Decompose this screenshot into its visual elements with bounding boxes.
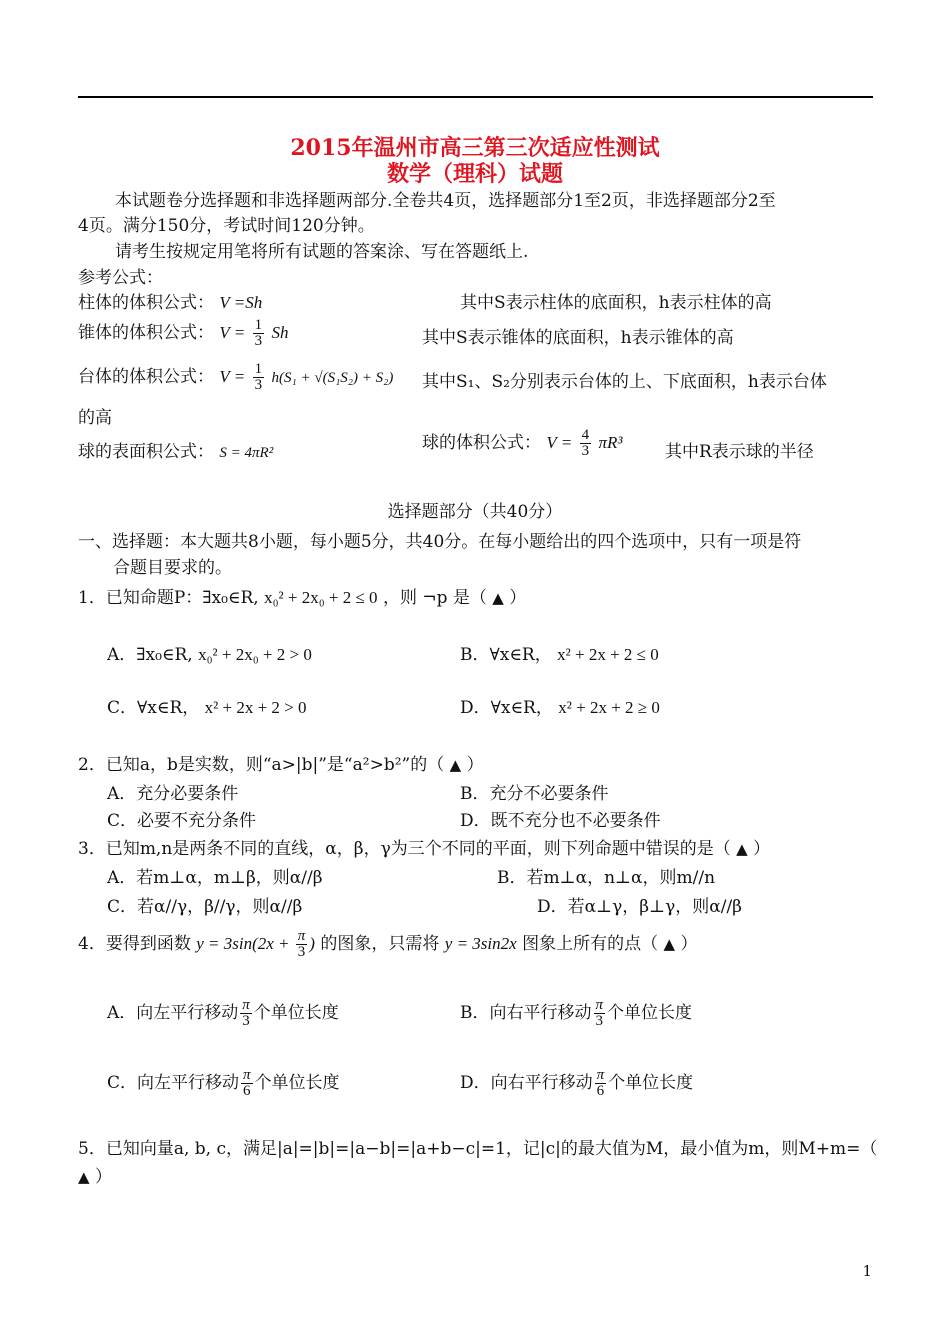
q4-a-pre: A．向左平行移动: [107, 1003, 239, 1023]
q2-close: ）: [466, 755, 484, 775]
frustum-note-2: 的高: [78, 408, 112, 428]
q4-fraction-den: 3: [297, 944, 306, 960]
q1-c-expr: x² + 2x + 2 > 0: [204, 698, 307, 717]
sphere-volume-label: 球的体积公式：: [422, 433, 541, 453]
q4-tail: 图象上所有的点（: [522, 934, 659, 954]
sphere-volume-v: V =: [546, 433, 573, 452]
sphere-note: 其中R表示球的半径: [665, 442, 814, 462]
q2-stem: [78, 750, 484, 775]
q4-fraction: [296, 929, 308, 960]
sphere-volume-row: [422, 428, 623, 459]
q1-tail: ，则 ¬p 是（: [382, 588, 487, 608]
q4-option-a: [107, 998, 339, 1029]
q3-option-b: B．若m⊥α，n⊥α，则m//n: [497, 868, 716, 888]
sphere-volume-tail: πR³: [598, 433, 623, 452]
q4-a-den: 3: [242, 1013, 250, 1029]
top-rule: [78, 96, 873, 98]
cone-den: 3: [254, 333, 263, 349]
q5-stem: 5．已知向量a, b, c，满足|a|=|b|=|a−b|=|a+b−c|=1，记|c|的最大值为M，最小值为m，则M+m=（: [78, 1139, 878, 1159]
q5-close: ）: [94, 1167, 112, 1187]
exam-subtitle: 数学（理科）试题: [386, 161, 563, 187]
sphere-area-label: 球的表面积公式：: [78, 442, 214, 462]
q4-answer-mark: ▲: [663, 935, 676, 953]
frustum-den: 3: [254, 377, 263, 393]
q4-option-d: [460, 1068, 693, 1099]
q4-function-1: y = 3sin(2x +: [196, 934, 294, 953]
q1-answer-mark: ▲: [492, 589, 504, 607]
cone-tail: Sh: [271, 323, 289, 342]
prism-formula: V =Sh: [219, 293, 263, 312]
sphere-volume-num: 4: [581, 427, 590, 443]
q4-mid: 的图象，只需将: [320, 934, 440, 954]
frustum-v: V =: [219, 367, 246, 386]
q1-option-a: [107, 640, 312, 665]
q1-b-expr: x² + 2x + 2 ≤ 0: [557, 645, 659, 664]
q1-c-label: C．∀x∈R，: [107, 698, 200, 718]
q2-option-a: A．充分必要条件: [107, 784, 239, 804]
page-number: 1: [862, 1262, 872, 1280]
intro-line-3: 请考生按规定用笔将所有试题的答案涂、写在答题纸上.: [115, 242, 529, 262]
q4-c-pre: C．向左平行移动: [107, 1073, 240, 1093]
q4-b-num: π: [595, 997, 604, 1013]
frustum-fraction: [253, 362, 265, 393]
q4-function-close: ): [309, 934, 315, 953]
cone-fraction: [253, 318, 265, 349]
q4-stem: [78, 929, 697, 960]
q2-answer-mark: ▲: [449, 756, 462, 774]
q1-option-b: [460, 640, 659, 665]
q5-answer-row: [78, 1162, 112, 1187]
q4-d-num: π: [596, 1067, 605, 1083]
q4-c-fraction: [241, 1068, 253, 1099]
q1-option-d: [460, 693, 660, 718]
frustum-num: 1: [254, 361, 263, 377]
frustum-note: 其中S₁、S₂分别表示台体的上、下底面积，h表示台体: [422, 372, 827, 392]
q4-b-den: 3: [595, 1013, 603, 1029]
q3-option-c: C．若α//γ，β//γ，则α//β: [107, 897, 303, 917]
q4-function-2: y = 3sin2x: [444, 934, 517, 953]
q3-option-d: D．若α⊥γ，β⊥γ，则α//β: [537, 897, 742, 917]
section-heading-2: 合题目要求的。: [113, 558, 232, 578]
frustum-formula-row: [78, 362, 393, 393]
q3-stem: [78, 834, 770, 859]
q1-expr: x₀² + 2x₀ + 2 ≤ 0: [264, 588, 378, 607]
prism-note: 其中S表示柱体的底面积，h表示柱体的高: [460, 293, 772, 313]
formula-heading: 参考公式：: [78, 268, 163, 288]
q1-b-label: B．∀x∈R，: [460, 645, 552, 665]
sphere-volume-fraction: [580, 428, 592, 459]
q4-c-num: π: [243, 1067, 251, 1083]
q2-option-c: C．必要不充分条件: [107, 811, 257, 831]
q3-option-a: A．若m⊥α，m⊥β，则α//β: [107, 868, 323, 888]
intro-line-1: 本试题卷分选择题和非选择题两部分.全卷共4页，选择题部分1至2页，非选择题部分2至: [115, 191, 776, 211]
exam-title: 2015年温州市高三第三次适应性测试: [290, 135, 660, 161]
q4-b-unit: 个单位长度: [607, 1003, 693, 1023]
q4-c-unit: 个单位长度: [254, 1073, 340, 1093]
intro-line-2: 4页。满分150分，考试时间120分钟。: [78, 216, 375, 236]
cone-num: 1: [254, 317, 263, 333]
q4-d-den: 6: [596, 1083, 605, 1099]
q1-a-expr: x₀² + 2x₀ + 2 > 0: [198, 645, 312, 664]
q4-a-unit: 个单位长度: [253, 1003, 339, 1023]
q4-a-num: π: [242, 997, 250, 1013]
q4-a-fraction: [240, 998, 252, 1029]
q1-stem: [78, 583, 526, 608]
q4-fraction-num: π: [297, 928, 306, 944]
q2-option-d: D．既不充分也不必要条件: [460, 811, 661, 831]
q3-answer-mark: ▲: [736, 840, 748, 858]
frustum-label: 台体的体积公式：: [78, 367, 214, 387]
q4-option-c: [107, 1068, 340, 1099]
q4-d-fraction: [595, 1068, 607, 1099]
q4-option-b: [460, 998, 692, 1029]
cone-label: 锥体的体积公式：: [78, 323, 214, 343]
section-heading-1: 一、选择题：本大题共8小题，每小题5分，共40分。在每小题给出的四个选项中，只有一项是符: [78, 532, 802, 552]
cone-v: V =: [219, 323, 246, 342]
q3-stem-text: 3．已知m,n是两条不同的直线，α，β，γ为三个不同的平面，则下列命题中错误的是（: [78, 839, 731, 859]
q4-d-unit: 个单位长度: [608, 1073, 694, 1093]
q4-c-den: 6: [243, 1083, 251, 1099]
q4-b-pre: B．向右平行移动: [460, 1003, 592, 1023]
q1-stem-text: 1．已知命题P：∃x₀∈R,: [78, 588, 259, 608]
q4-b-fraction: [594, 998, 606, 1029]
q1-d-label: D．∀x∈R，: [460, 698, 553, 718]
frustum-tail: h(S₁ + √(S₁S₂) + S₂): [271, 370, 394, 386]
q2-option-b: B．充分不必要条件: [460, 784, 609, 804]
sphere-area-formula: S = 4πR²: [219, 445, 274, 461]
sphere-area-row: [78, 437, 273, 462]
prism-formula-row: [78, 288, 262, 313]
q4-close: ）: [680, 934, 698, 954]
q1-option-c: [107, 693, 307, 718]
q1-d-expr: x² + 2x + 2 ≥ 0: [558, 698, 660, 717]
q2-stem-text: 2．已知a，b是实数，则“a>|b|”是“a²>b²”的（: [78, 755, 445, 775]
q1-close: ）: [509, 588, 527, 608]
q4-stem-text: 4．要得到函数: [78, 934, 191, 954]
sphere-volume-den: 3: [581, 443, 590, 459]
prism-label: 柱体的体积公式：: [78, 293, 214, 313]
q1-a-label: A．∃x₀∈R,: [107, 645, 193, 665]
cone-note: 其中S表示锥体的底面积，h表示锥体的高: [422, 328, 734, 348]
q3-close: ）: [753, 839, 771, 859]
q4-d-pre: D．向右平行移动: [460, 1073, 593, 1093]
cone-formula-row: [78, 318, 289, 349]
section-title: 选择题部分（共40分）: [387, 502, 563, 522]
q5-answer-mark: ▲: [78, 1168, 90, 1186]
